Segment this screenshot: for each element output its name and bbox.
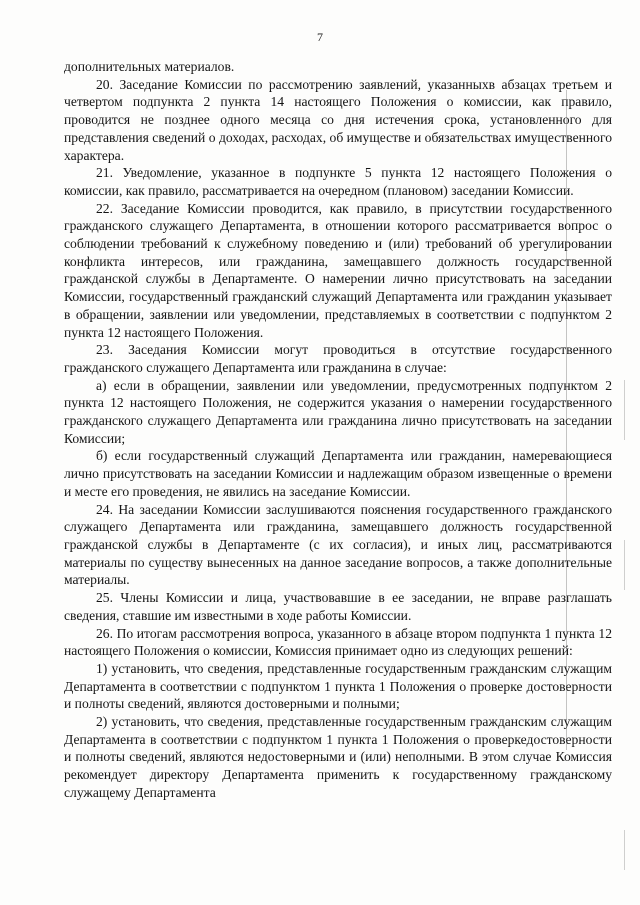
paragraph-25: 25. Члены Комиссии и лица, участвовавшие в ее заседании, не вправе разглашать сведения, ставшие им известными в ходе работы Комиссии. — [64, 590, 612, 623]
page-number: 7 — [317, 30, 323, 44]
scan-edge-mark — [624, 540, 625, 590]
paragraph-26: 26. По итогам рассмотрения вопроса, указанного в абзаце втором подпункта 1 пункта 12 настоящего Положения о комиссии, Комиссия принимает одно из следующих решений: — [64, 625, 612, 659]
paragraph-continuation: дополнительных материалов. — [64, 59, 235, 74]
paragraph-23-b: б) если государственный служащий Департамента или гражданин, намеревающиеся лично присутствовать на заседании Комиссии и надлежащим образом извещенные о времени и месте его проведения, не явились на заседание Комиссии. — [64, 448, 612, 499]
paragraph-23-a: а) если в обращении, заявлении или уведомлении, предусмотренных подпунктом 2 пункта 12 настоящего Положения, не содержится указания о намерении государственного гражданского служащего Департамента или гражданина лично присутствовать на заседании Комиссии; — [64, 377, 612, 446]
paragraph-20: 20. Заседание Комиссии по рассмотрению заявлений, указанныхв абзацах третьем и четвертом подпункта 2 пункта 14 настоящего Положения о комиссии, как правило, проводится не позднее одного месяца со дня истечения срока, установленного для представления сведений о доходах, расходах, об имуществе и обязательствах имущественного характера. — [64, 76, 612, 163]
paragraph-26-2: 2) установить, что сведения, представленные государственным гражданским служащим Департамента в соответствии с подпунктом 1 пункта 1 Положения о проверкедостоверности и полноты сведений, являются недостоверными и (или) неполными. В этом случае Комиссия рекомендует директору Департамента применить к государственному гражданскому служащему Департамента — [64, 714, 612, 800]
paragraph-24: 24. На заседании Комиссии заслушиваются пояснения государственного гражданского служащего Департамента или гражданина, замещавшего должность государственной гражданской службы в Департаменте (с их согласия), и иных лиц, рассматриваются материалы по существу вынесенных на данное заседание вопросов, а также дополнительные материалы. — [64, 501, 612, 588]
paragraph-21: 21. Уведомление, указанное в подпункте 5 пункта 12 настоящего Положения о комиссии, как правило, рассматривается на очередном (плановом) заседании Комиссии. — [64, 165, 612, 198]
paragraph-26-1: 1) установить, что сведения, представленные государственным гражданским служащим Департамента в соответствии с подпунктом 1 пункта 1 Положения о проверке достоверности и полноты сведений, являются достоверными и полными; — [64, 660, 612, 712]
document-body — [64, 58, 612, 802]
paragraph-23: 23. Заседания Комиссии могут проводиться в отсутствие государственного гражданского служащего Департамента или гражданина в случае: — [64, 342, 612, 375]
scan-edge-mark — [624, 380, 625, 440]
scan-edge-mark — [624, 830, 625, 870]
scan-fold-line — [566, 90, 567, 750]
paragraph-22: 22. Заседание Комиссии проводится, как правило, в присутствии государственного гражданского служащего Департамента, в отношении которого рассматривается вопрос о соблюдении требований к служебному поведению и (или) требований об урегулировании конфликта интересов, или гражданина, замещавшего должность государственной гражданской службы в Департаменте. О намерении лично присутствовать на заседании Комиссии, государственный гражданский служащий Департамента или гражданин указывает в обращении, заявлении или уведомлении, представляемых в соответствии с подпунктом 2 пункта 12 настоящего Положения. — [64, 200, 612, 340]
